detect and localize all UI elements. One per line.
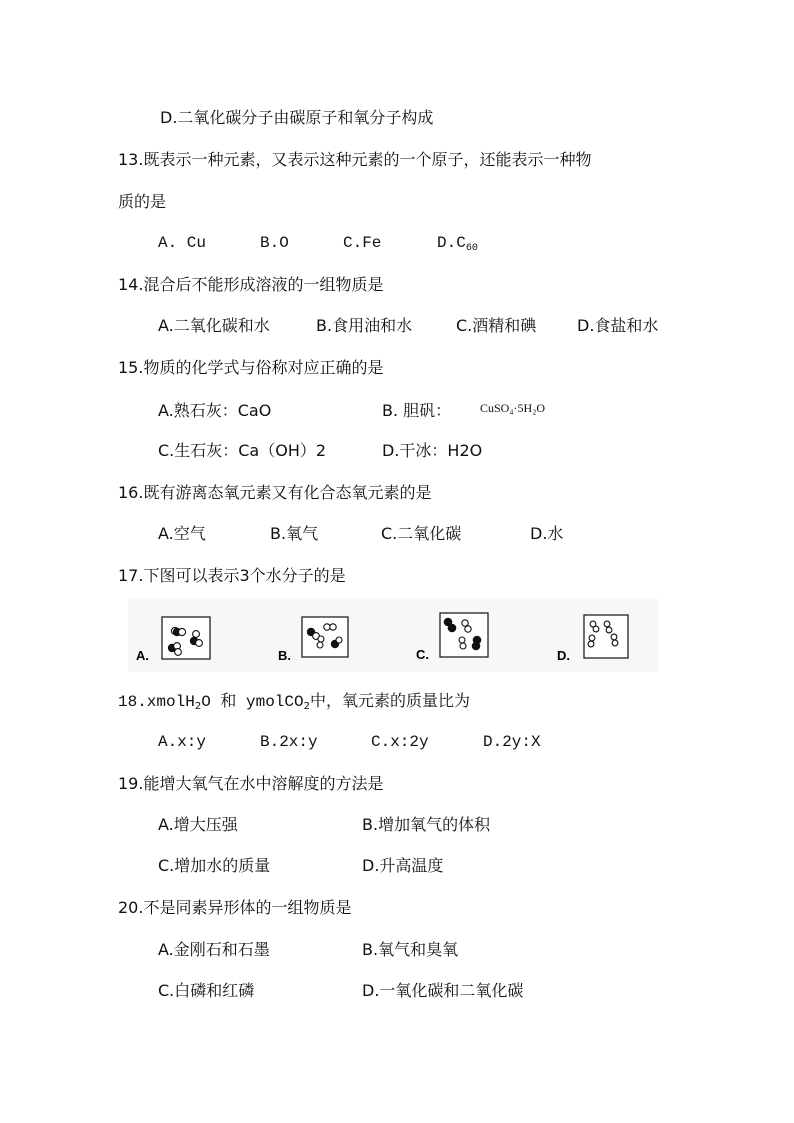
q16-option-d: D.水 [530,524,564,543]
q17-label-a: A. [136,648,149,663]
q18-stem-prefix: 18.xmolH [118,693,195,711]
q18-sub2: 2 [303,701,310,712]
q17-label-b: B. [278,648,291,663]
q14-option-d: D.食盐和水 [577,316,659,335]
q18-stem-mid: O 和 ymolCO [201,693,304,711]
q13-option-c: C.Fe [343,234,382,252]
q17-label-d: D. [557,648,570,663]
q20-option-d: D.一氧化碳和二氧化碳 [362,981,524,1000]
q15-option-d: D.干冰：H2O [382,441,483,460]
q18-option-a: A.x:y [158,733,207,751]
q18-option-d: D.2y:X [483,733,541,751]
q15-option-b-formula: CuSO₄·5H₂O [480,401,546,415]
q20-option-a: A.金刚石和石墨 [158,940,270,959]
q16-option-c: C.二氧化碳 [381,524,462,543]
q18-stem [118,691,470,717]
q13-option-d-label: D.C [437,234,466,252]
q13-option-d-subscript: 60 [465,243,478,254]
q19-option-a: A.增大压强 [158,815,238,834]
q16-option-a: A.空气 [158,524,206,543]
q13-option-a: A. Cu [158,234,207,252]
q18-option-b: B.2x:y [260,733,318,751]
q19-option-c: C.增加水的质量 [158,856,271,875]
q16-option-b: B.氧气 [270,524,319,543]
q20-stem: 20.不是同素异形体的一组物质是 [118,898,352,917]
molecule-b2 [324,624,336,630]
q13-option-d [437,233,478,259]
q15-option-b: B. 胆矾： [382,401,452,420]
q14-option-c: C.酒精和碘 [456,316,537,335]
q12-option-d: D.二氧化碳分子由碳原子和氧分子构成 [160,108,434,127]
q15-option-a: A.熟石灰：CaO [158,401,272,420]
q19-option-b: B.增加氧气的体积 [362,815,491,834]
q19-option-d: D.升高温度 [362,856,444,875]
q20-option-b: B.氧气和臭氧 [362,940,459,959]
q20-option-c: C.白磷和红磷 [158,981,255,1000]
q13-stem-line1: 13.既表示一种元素，又表示这种元素的一个原子，还能表示一种物 [118,150,592,169]
q18-stem-suffix: 中，氧元素的质量比为 [309,691,470,710]
q18-option-c: C.x:2y [371,733,429,751]
q14-option-a: A.二氧化碳和水 [158,316,270,335]
q15-option-c: C.生石灰：Ca（OH）2 [158,441,327,460]
q17-box-a [162,617,210,659]
q18-sub1: 2 [194,701,202,712]
q17-stem: 17.下图可以表示3个水分子的是 [118,566,346,585]
q17-box-b [302,617,348,657]
q16-stem: 16.既有游离态氧元素又有化合态氧元素的是 [118,483,432,502]
q13-option-b: B.O [260,234,289,252]
q14-stem: 14.混合后不能形成溶液的一组物质是 [118,275,384,294]
q14-option-b: B.食用油和水 [316,316,413,335]
q15-stem: 15.物质的化学式与俗称对应正确的是 [118,358,384,377]
q19-stem: 19.能增大氧气在水中溶解度的方法是 [118,774,384,793]
molecule-a1 [171,627,185,636]
q13-stem-line2: 质的是 [118,192,167,211]
q17-molecule-figure [128,598,658,672]
q17-label-c: C. [416,647,429,662]
